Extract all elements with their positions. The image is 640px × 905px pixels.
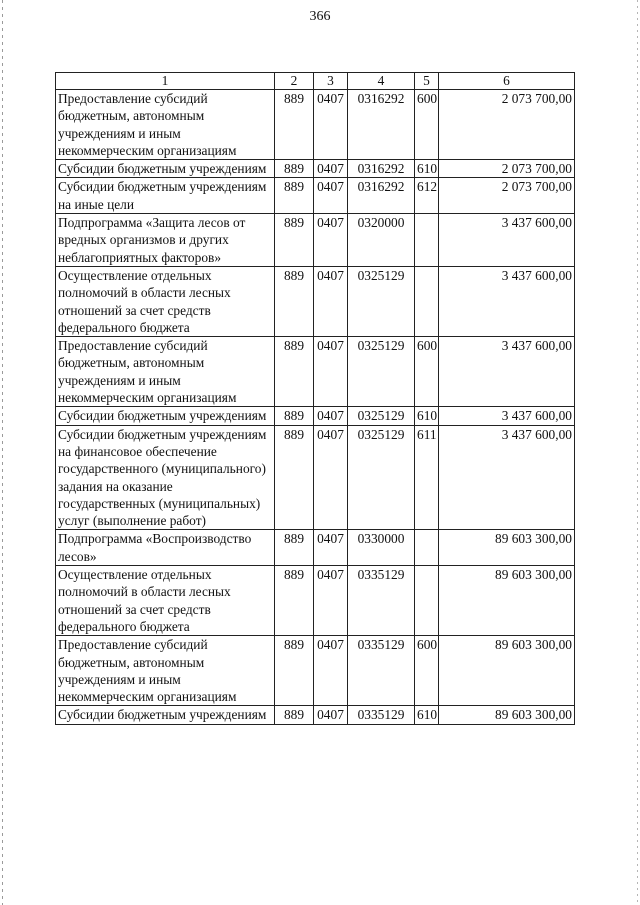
amount-cell: 3 437 600,00 [439, 425, 575, 530]
row-name-cell: Подпрограмма «Защита лесов от вредных организмов и других неблагоприятных факторов» [56, 214, 275, 267]
expense-type-cell [415, 214, 439, 267]
table-row [56, 407, 575, 425]
amount-cell: 3 437 600,00 [439, 337, 575, 407]
row-name-cell: Осуществление отдельных полномочий в области лесных отношений за счет средств федерального бюджета [56, 566, 275, 636]
section-code-cell: 0407 [314, 566, 348, 636]
table-row [56, 566, 575, 636]
amount-cell: 89 603 300,00 [439, 706, 575, 724]
table-row [56, 530, 575, 566]
section-code-cell: 0407 [314, 90, 348, 160]
header-cell-2: 2 [275, 73, 314, 90]
ministry-code-cell: 889 [275, 90, 314, 160]
section-code-cell: 0407 [314, 706, 348, 724]
amount-cell: 3 437 600,00 [439, 266, 575, 336]
amount-cell: 89 603 300,00 [439, 636, 575, 706]
budget-table [55, 72, 575, 725]
table-row [56, 214, 575, 267]
expense-type-cell: 600 [415, 636, 439, 706]
amount-cell: 3 437 600,00 [439, 214, 575, 267]
expense-type-cell [415, 266, 439, 336]
section-code-cell: 0407 [314, 530, 348, 566]
expense-type-cell: 600 [415, 90, 439, 160]
row-name-cell: Подпрограмма «Воспроизводство лесов» [56, 530, 275, 566]
ministry-code-cell: 889 [275, 266, 314, 336]
target-article-cell: 0325129 [348, 337, 415, 407]
amount-cell: 2 073 700,00 [439, 160, 575, 178]
row-name-cell: Субсидии бюджетным учреждениям [56, 706, 275, 724]
table-row [56, 337, 575, 407]
section-code-cell: 0407 [314, 407, 348, 425]
table-row [56, 425, 575, 530]
header-cell-5: 5 [415, 73, 439, 90]
row-name-cell: Субсидии бюджетным учреждениям [56, 407, 275, 425]
ministry-code-cell: 889 [275, 530, 314, 566]
ministry-code-cell: 889 [275, 337, 314, 407]
target-article-cell: 0316292 [348, 90, 415, 160]
row-name-cell: Субсидии бюджетным учреждениям на финансовое обеспечение государственного (муниципального) задания на оказание государственных (муниципальных) услуг (выполнение работ) [56, 425, 275, 530]
section-code-cell: 0407 [314, 160, 348, 178]
amount-cell: 89 603 300,00 [439, 530, 575, 566]
header-row [56, 73, 575, 90]
ministry-code-cell: 889 [275, 425, 314, 530]
expense-type-cell: 612 [415, 178, 439, 214]
row-name-cell: Субсидии бюджетным учреждениям [56, 160, 275, 178]
page-number: 366 [309, 9, 331, 24]
amount-cell: 2 073 700,00 [439, 178, 575, 214]
header-cell-3: 3 [314, 73, 348, 90]
table-row [56, 706, 575, 724]
ministry-code-cell: 889 [275, 160, 314, 178]
ministry-code-cell: 889 [275, 636, 314, 706]
target-article-cell: 0325129 [348, 407, 415, 425]
ministry-code-cell: 889 [275, 566, 314, 636]
target-article-cell: 0320000 [348, 214, 415, 267]
target-article-cell: 0335129 [348, 636, 415, 706]
target-article-cell: 0330000 [348, 530, 415, 566]
target-article-cell: 0325129 [348, 266, 415, 336]
amount-cell: 2 073 700,00 [439, 90, 575, 160]
expense-type-cell: 610 [415, 706, 439, 724]
expense-type-cell: 600 [415, 337, 439, 407]
row-name-cell: Предоставление субсидий бюджетным, автономным учреждениям и иным некоммерческим организациям [56, 337, 275, 407]
target-article-cell: 0316292 [348, 160, 415, 178]
header-cell-1: 1 [56, 73, 275, 90]
section-code-cell: 0407 [314, 178, 348, 214]
expense-type-cell: 610 [415, 160, 439, 178]
amount-cell: 89 603 300,00 [439, 566, 575, 636]
table-row [56, 160, 575, 178]
expense-type-cell [415, 530, 439, 566]
ministry-code-cell: 889 [275, 706, 314, 724]
expense-type-cell [415, 566, 439, 636]
scan-edge-left [2, 0, 3, 905]
target-article-cell: 0325129 [348, 425, 415, 530]
section-code-cell: 0407 [314, 636, 348, 706]
row-name-cell: Субсидии бюджетным учреждениям на иные цели [56, 178, 275, 214]
expense-type-cell: 610 [415, 407, 439, 425]
section-code-cell: 0407 [314, 337, 348, 407]
table-row [56, 266, 575, 336]
section-code-cell: 0407 [314, 266, 348, 336]
expense-type-cell: 611 [415, 425, 439, 530]
header-cell-6: 6 [439, 73, 575, 90]
row-name-cell: Предоставление субсидий бюджетным, автономным учреждениям и иным некоммерческим организациям [56, 90, 275, 160]
table-row [56, 90, 575, 160]
target-article-cell: 0316292 [348, 178, 415, 214]
header-cell-4: 4 [348, 73, 415, 90]
table-row [56, 178, 575, 214]
scan-edge-right [637, 0, 638, 905]
table-row [56, 636, 575, 706]
row-name-cell: Предоставление субсидий бюджетным, автономным учреждениям и иным некоммерческим организациям [56, 636, 275, 706]
ministry-code-cell: 889 [275, 214, 314, 267]
amount-cell: 3 437 600,00 [439, 407, 575, 425]
section-code-cell: 0407 [314, 214, 348, 267]
target-article-cell: 0335129 [348, 706, 415, 724]
section-code-cell: 0407 [314, 425, 348, 530]
row-name-cell: Осуществление отдельных полномочий в области лесных отношений за счет средств федерального бюджета [56, 266, 275, 336]
target-article-cell: 0335129 [348, 566, 415, 636]
ministry-code-cell: 889 [275, 407, 314, 425]
ministry-code-cell: 889 [275, 178, 314, 214]
